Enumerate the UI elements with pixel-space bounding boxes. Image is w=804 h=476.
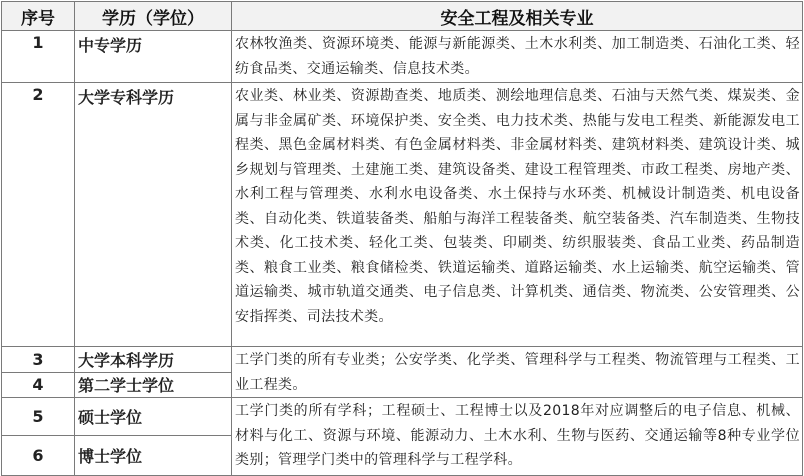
degree-cell: 博士学位 [75,436,232,476]
degree-cell: 大学专科学历 [75,83,232,347]
majors-table [1,1,803,476]
row-number: 6 [2,436,75,476]
table-row [2,398,803,436]
table-row [2,31,803,83]
degree-cell: 硕士学位 [75,398,232,436]
table-header-row [2,2,803,31]
header-no: 序号 [2,2,75,31]
row-number: 1 [2,31,75,83]
table-row [2,347,803,373]
majors-cell: 工学门类的所有学科；工程硕士、工程博士以及2018年对应调整后的电子信息、机械、材料与化工、资源与环境、能源动力、土木水利、生物与医药、交通运输等8种专业学位类别；管理学门类中的管理科学与工程学科。 [232,398,803,476]
row-number: 5 [2,398,75,436]
degree-cell: 大学本科学历 [75,347,232,373]
table-row [2,83,803,347]
degree-cell: 中专学历 [75,31,232,83]
majors-cell: 工学门类的所有专业类；公安学类、化学类、管理科学与工程类、物流管理与工程类、工业工程类。 [232,347,803,398]
row-number: 4 [2,372,75,398]
majors-cell: 农林牧渔类、资源环境类、能源与新能源类、土木水利类、加工制造类、石油化工类、轻纺食品类、交通运输类、信息技术类。 [232,31,803,83]
majors-cell: 农业类、林业类、资源勘查类、地质类、测绘地理信息类、石油与天然气类、煤炭类、金属与非金属矿类、环境保护类、安全类、电力技术类、热能与发电工程类、新能源发电工程类、黑色金属材料类、有色金属材料类、非金属材料类、建筑材料类、建筑设计类、城乡规划与管理类、土建施工类、建筑设备类、建设工程管理类、市政工程类、房地产类、水利工程与管理类、水利水电设备类、水土保持与水环类、机械设计制造类、机电设备类、自动化类、铁道装备类、船舶与海洋工程装备类、航空装备类、汽车制造类、生物技术类、化工技术类、轻化工类、包装类、印刷类、纺织服装类、食品工业类、药品制造类、粮食工业类、粮食储检类、铁道运输类、道路运输类、水上运输类、航空运输类、管道运输类、城市轨道交通类、电子信息类、计算机类、通信类、物流类、公安管理类、公安指挥类、司法技术类。 [232,83,803,347]
header-degree: 学历（学位） [75,2,232,31]
row-number: 2 [2,83,75,347]
row-number: 3 [2,347,75,373]
degree-cell: 第二学士学位 [75,372,232,398]
header-majors: 安全工程及相关专业 [232,2,803,31]
